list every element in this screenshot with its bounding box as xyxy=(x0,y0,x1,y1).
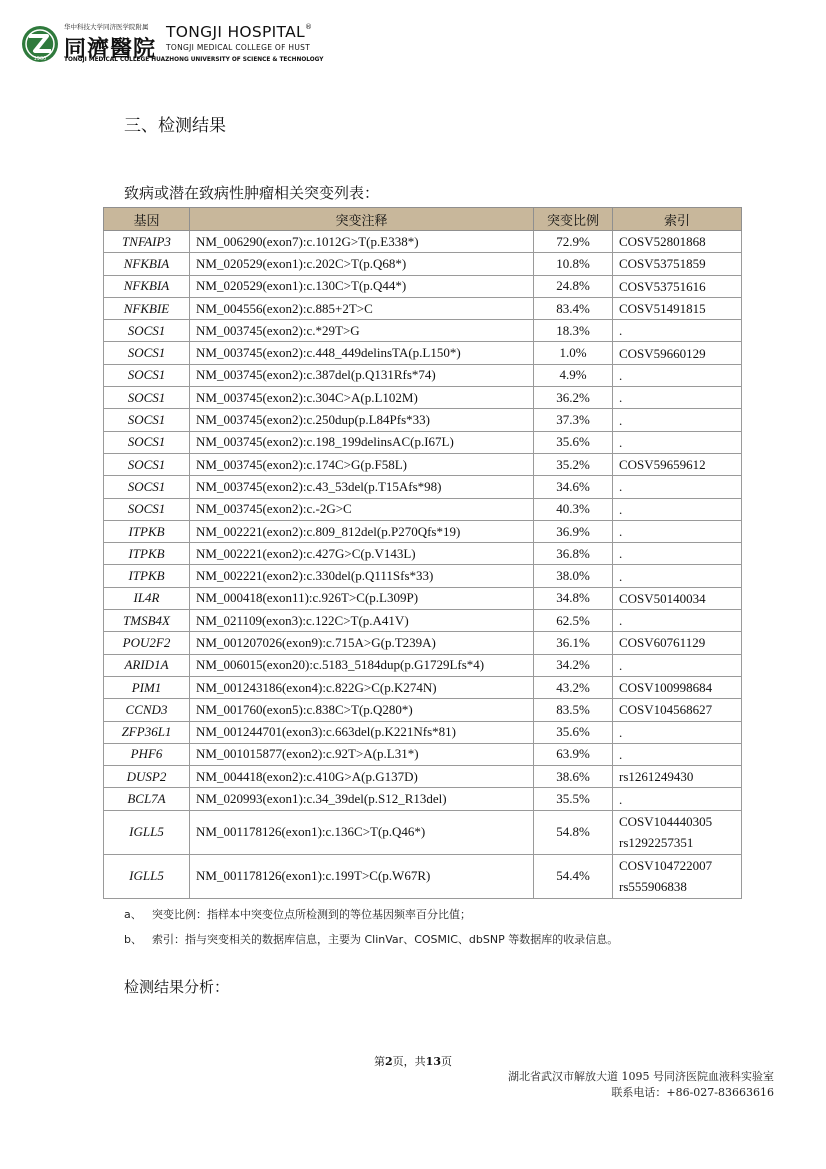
footer-phone: 联系电话：+86-027-83663616 xyxy=(611,1086,774,1099)
index-entry: . xyxy=(619,479,623,495)
index-cell xyxy=(613,854,742,898)
index-entry: . xyxy=(619,501,623,517)
frequency-cell: 1.0% xyxy=(534,342,613,364)
annotation-cell: NM_001178126(exon1):c.199T>C(p.W67R) xyxy=(190,854,534,898)
table-row xyxy=(104,610,742,632)
table-row xyxy=(104,364,742,386)
annotation-cell: NM_001015877(exon2):c.92T>A(p.L31*) xyxy=(190,743,534,765)
annotation-cell: NM_003745(exon2):c.43_53del(p.T15Afs*98) xyxy=(190,476,534,498)
annotation-cell: NM_003745(exon2):c.198_199delinsAC(p.I67L) xyxy=(190,431,534,453)
frequency-cell: 72.9% xyxy=(534,231,613,253)
frequency-cell: 34.2% xyxy=(534,654,613,676)
table-row xyxy=(104,766,742,788)
index-cell xyxy=(613,565,742,587)
index-cell xyxy=(613,342,742,364)
table-row xyxy=(104,342,742,364)
index-cell xyxy=(613,253,742,275)
table-title: 致病或潜在致病性肿瘤相关突变列表： xyxy=(124,184,380,202)
header-affiliation: 华中科技大学同济医学院附属 xyxy=(64,23,149,31)
table-row xyxy=(104,320,742,342)
table-row xyxy=(104,297,742,319)
index-cell xyxy=(613,387,742,409)
frequency-cell: 36.8% xyxy=(534,543,613,565)
index-entry: . xyxy=(619,367,623,383)
frequency-cell: 54.8% xyxy=(534,810,613,854)
frequency-cell: 35.6% xyxy=(534,431,613,453)
table-row xyxy=(104,565,742,587)
index-cell xyxy=(613,543,742,565)
annotation-cell: NM_004418(exon2):c.410G>A(p.G137D) xyxy=(190,766,534,788)
note-b-mark: b、 xyxy=(124,933,142,946)
index-entry: COSV104440305 xyxy=(619,814,713,830)
page-mid: 页，共 xyxy=(392,1055,426,1068)
gene-cell: SOCS1 xyxy=(104,320,190,342)
table-row xyxy=(104,676,742,698)
annotation-cell: NM_001243186(exon4):c.822G>C(p.K274N) xyxy=(190,676,534,698)
table-row xyxy=(104,476,742,498)
page-number xyxy=(0,1053,826,1069)
index-cell xyxy=(613,743,742,765)
gene-cell: ARID1A xyxy=(104,654,190,676)
index-cell xyxy=(613,676,742,698)
index-entry: rs1292257351 xyxy=(619,835,694,851)
analysis-title: 检测结果分析： xyxy=(124,978,230,996)
gene-cell: ITPKB xyxy=(104,565,190,587)
frequency-cell: 63.9% xyxy=(534,743,613,765)
index-entry: COSV104568627 xyxy=(619,702,713,718)
index-cell xyxy=(613,231,742,253)
index-cell xyxy=(613,453,742,475)
note-b-text: 索引：指与突变相关的数据库信息，主要为 ClinVar、COSMIC、dbSNP 等数据库的收录信息。 xyxy=(152,933,619,946)
index-entry: COSV60761129 xyxy=(619,635,706,651)
annotation-cell: NM_003745(exon2):c.304C>A(p.L102M) xyxy=(190,387,534,409)
frequency-cell: 37.3% xyxy=(534,409,613,431)
frequency-cell: 24.8% xyxy=(534,275,613,297)
annotation-cell: NM_002221(exon2):c.330del(p.Q111Sfs*33) xyxy=(190,565,534,587)
index-entry: rs555906838 xyxy=(619,879,687,895)
index-cell xyxy=(613,654,742,676)
gene-cell: NFKBIA xyxy=(104,253,190,275)
annotation-cell: NM_020529(exon1):c.130C>T(p.Q44*) xyxy=(190,275,534,297)
table-row xyxy=(104,632,742,654)
column-header-index: 索引 xyxy=(613,208,742,231)
hospital-header xyxy=(18,20,338,68)
index-entry: COSV104722007 xyxy=(619,858,713,874)
index-cell xyxy=(613,409,742,431)
index-cell xyxy=(613,431,742,453)
table-row xyxy=(104,453,742,475)
gene-cell: IGLL5 xyxy=(104,810,190,854)
gene-cell: PHF6 xyxy=(104,743,190,765)
index-entry: COSV50140034 xyxy=(619,590,706,606)
gene-cell: ITPKB xyxy=(104,520,190,542)
frequency-cell: 34.8% xyxy=(534,587,613,609)
frequency-cell: 38.6% xyxy=(534,766,613,788)
index-cell xyxy=(613,364,742,386)
table-row xyxy=(104,587,742,609)
hospital-name-cn: 同濟醫院 xyxy=(64,36,157,62)
gene-cell: IGLL5 xyxy=(104,854,190,898)
frequency-cell: 10.8% xyxy=(534,253,613,275)
gene-cell: BCL7A xyxy=(104,788,190,810)
index-cell xyxy=(613,587,742,609)
gene-cell: SOCS1 xyxy=(104,431,190,453)
annotation-cell: NM_003745(exon2):c.448_449delinsTA(p.L150*) xyxy=(190,342,534,364)
annotation-cell: NM_003745(exon2):c.250dup(p.L84Pfs*33) xyxy=(190,409,534,431)
frequency-cell: 38.0% xyxy=(534,565,613,587)
index-entry: COSV52801868 xyxy=(619,234,706,250)
hospital-fullname-en: TONGJI MEDICAL COLLEGE HUAZHONG UNIVERSITY OF SCIENCE & TECHNOLOGY xyxy=(64,57,324,63)
table-row xyxy=(104,275,742,297)
page-total: 13 xyxy=(425,1055,441,1068)
frequency-cell: 54.4% xyxy=(534,854,613,898)
index-entry: COSV100998684 xyxy=(619,680,713,696)
annotation-cell: NM_002221(exon2):c.809_812del(p.P270Qfs*19) xyxy=(190,520,534,542)
note-a xyxy=(124,906,618,931)
table-row xyxy=(104,743,742,765)
table-row xyxy=(104,431,742,453)
index-cell xyxy=(613,632,742,654)
page-prefix: 第 xyxy=(374,1055,386,1068)
annotation-cell: NM_021109(exon3):c.122C>T(p.A41V) xyxy=(190,610,534,632)
registered-mark: ® xyxy=(304,23,313,31)
gene-cell: SOCS1 xyxy=(104,409,190,431)
table-row xyxy=(104,253,742,275)
index-entry: . xyxy=(619,412,623,428)
column-header-gene: 基因 xyxy=(104,208,190,231)
table-row xyxy=(104,520,742,542)
table-header-row xyxy=(104,208,742,231)
index-cell xyxy=(613,520,742,542)
index-cell xyxy=(613,320,742,342)
gene-cell: TMSB4X xyxy=(104,610,190,632)
hospital-name-en-text: TONGJI HOSPITAL xyxy=(166,23,305,41)
gene-cell: NFKBIE xyxy=(104,297,190,319)
page-current: 2 xyxy=(385,1055,393,1068)
frequency-cell: 36.9% xyxy=(534,520,613,542)
frequency-cell: 18.3% xyxy=(534,320,613,342)
hospital-name-en xyxy=(166,23,312,41)
index-entry: . xyxy=(619,568,623,584)
table-row xyxy=(104,387,742,409)
index-cell xyxy=(613,498,742,520)
frequency-cell: 62.5% xyxy=(534,610,613,632)
frequency-cell: 83.5% xyxy=(534,699,613,721)
table-notes xyxy=(124,906,618,956)
frequency-cell: 35.6% xyxy=(534,721,613,743)
annotation-cell: NM_003745(exon2):c.-2G>C xyxy=(190,498,534,520)
annotation-cell: NM_020993(exon1):c.34_39del(p.S12_R13del) xyxy=(190,788,534,810)
index-cell xyxy=(613,476,742,498)
hospital-subtitle-en: TONGJI MEDICAL COLLEGE OF HUST xyxy=(166,43,311,52)
annotation-cell: NM_003745(exon2):c.*29T>G xyxy=(190,320,534,342)
column-header-annotation: 突变注释 xyxy=(190,208,534,231)
table-row xyxy=(104,854,742,898)
index-entry: COSV53751859 xyxy=(619,256,706,272)
gene-cell: TNFAIP3 xyxy=(104,231,190,253)
section-title: 三、检测结果 xyxy=(124,116,226,136)
table-row xyxy=(104,231,742,253)
table-row xyxy=(104,409,742,431)
index-entry: . xyxy=(619,613,623,629)
annotation-cell: NM_004556(exon2):c.885+2T>C xyxy=(190,297,534,319)
gene-cell: CCND3 xyxy=(104,699,190,721)
index-entry: COSV59659612 xyxy=(619,457,706,473)
gene-cell: SOCS1 xyxy=(104,364,190,386)
index-entry: . xyxy=(619,657,623,673)
frequency-cell: 36.2% xyxy=(534,387,613,409)
index-cell xyxy=(613,810,742,854)
annotation-cell: NM_001207026(exon9):c.715A>G(p.T239A) xyxy=(190,632,534,654)
gene-cell: IL4R xyxy=(104,587,190,609)
logo-year: 1900 xyxy=(33,56,47,62)
annotation-cell: NM_001178126(exon1):c.136C>T(p.Q46*) xyxy=(190,810,534,854)
gene-cell: PIM1 xyxy=(104,676,190,698)
index-cell xyxy=(613,699,742,721)
note-b xyxy=(124,931,618,956)
mutation-table-body xyxy=(104,231,742,899)
gene-cell: SOCS1 xyxy=(104,453,190,475)
table-row xyxy=(104,654,742,676)
gene-cell: NFKBIA xyxy=(104,275,190,297)
table-row xyxy=(104,721,742,743)
gene-cell: SOCS1 xyxy=(104,476,190,498)
index-entry: . xyxy=(619,791,623,807)
gene-cell: SOCS1 xyxy=(104,387,190,409)
frequency-cell: 36.1% xyxy=(534,632,613,654)
gene-cell: SOCS1 xyxy=(104,498,190,520)
gene-cell: POU2F2 xyxy=(104,632,190,654)
index-cell xyxy=(613,766,742,788)
annotation-cell: NM_006290(exon7):c.1012G>T(p.E338*) xyxy=(190,231,534,253)
annotation-cell: NM_001244701(exon3):c.663del(p.K221Nfs*81) xyxy=(190,721,534,743)
index-entry: rs1261249430 xyxy=(619,769,694,785)
annotation-cell: NM_003745(exon2):c.387del(p.Q131Rfs*74) xyxy=(190,364,534,386)
gene-cell: ZFP36L1 xyxy=(104,721,190,743)
hospital-logo-icon xyxy=(20,24,60,64)
column-header-frequency: 突变比例 xyxy=(534,208,613,231)
footer-address: 湖北省武汉市解放大道 1095 号同济医院血液科实验室 xyxy=(508,1070,774,1083)
annotation-cell: NM_000418(exon11):c.926T>C(p.L309P) xyxy=(190,587,534,609)
frequency-cell: 34.6% xyxy=(534,476,613,498)
index-entry: COSV59660129 xyxy=(619,345,706,361)
table-row xyxy=(104,810,742,854)
frequency-cell: 35.2% xyxy=(534,453,613,475)
annotation-cell: NM_020529(exon1):c.202C>T(p.Q68*) xyxy=(190,253,534,275)
gene-cell: DUSP2 xyxy=(104,766,190,788)
annotation-cell: NM_006015(exon20):c.5183_5184dup(p.G1729Lfs*4) xyxy=(190,654,534,676)
index-cell xyxy=(613,275,742,297)
frequency-cell: 4.9% xyxy=(534,364,613,386)
index-entry: . xyxy=(619,323,623,339)
index-entry: . xyxy=(619,434,623,450)
index-entry: COSV51491815 xyxy=(619,301,706,317)
frequency-cell: 35.5% xyxy=(534,788,613,810)
frequency-cell: 83.4% xyxy=(534,297,613,319)
index-cell xyxy=(613,297,742,319)
annotation-cell: NM_002221(exon2):c.427G>C(p.V143L) xyxy=(190,543,534,565)
index-entry: . xyxy=(619,546,623,562)
gene-cell: ITPKB xyxy=(104,543,190,565)
table-row xyxy=(104,498,742,520)
table-row xyxy=(104,699,742,721)
table-row xyxy=(104,543,742,565)
note-a-mark: a、 xyxy=(124,908,142,921)
mutation-table xyxy=(103,207,742,899)
index-entry: COSV53751616 xyxy=(619,278,706,294)
index-entry: . xyxy=(619,746,623,762)
index-entry: . xyxy=(619,524,623,539)
annotation-cell: NM_003745(exon2):c.174C>G(p.F58L) xyxy=(190,453,534,475)
table-row xyxy=(104,788,742,810)
annotation-cell: NM_001760(exon5):c.838C>T(p.Q280*) xyxy=(190,699,534,721)
note-a-text: 突变比例：指样本中突变位点所检测到的等位基因频率百分比值； xyxy=(152,908,471,921)
index-cell xyxy=(613,610,742,632)
page-suffix: 页 xyxy=(440,1055,452,1068)
footer-contact xyxy=(508,1069,774,1101)
frequency-cell: 43.2% xyxy=(534,676,613,698)
index-cell xyxy=(613,788,742,810)
frequency-cell: 40.3% xyxy=(534,498,613,520)
gene-cell: SOCS1 xyxy=(104,342,190,364)
index-cell xyxy=(613,721,742,743)
index-entry: . xyxy=(619,390,623,406)
index-entry: . xyxy=(619,724,623,740)
